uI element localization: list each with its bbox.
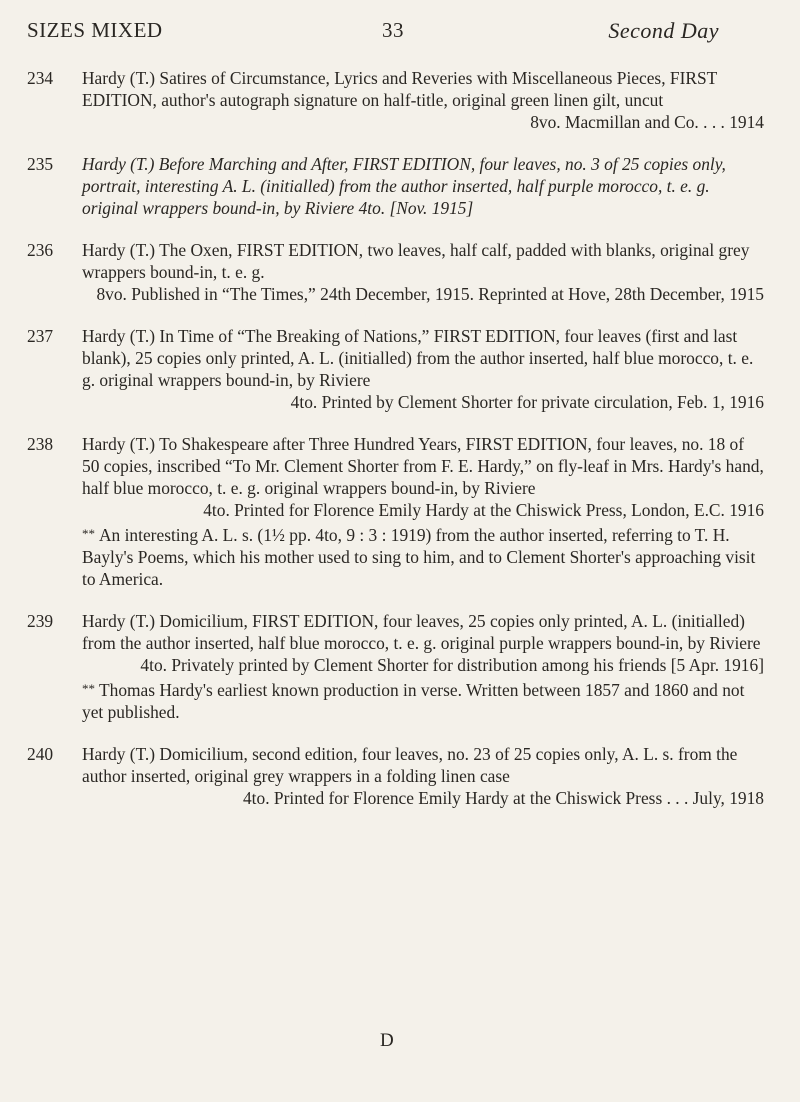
header-right: Second Day — [608, 18, 719, 43]
header-left: SIZES MIXED — [27, 18, 163, 42]
lot-description: Hardy (T.) Domicilium, second edition, four leaves, no. 23 of 25 copies only, A. L. s. from the author inserted, original grey wrappers in a folding linen case — [82, 744, 738, 786]
lot-entry — [27, 325, 764, 413]
lot-imprint: 4to. Printed for Florence Emily Hardy at the Chiswick Press . . . July, 1918 — [242, 788, 764, 808]
lot-description: Hardy (T.) In Time of “The Breaking of Nations,” FIRST EDITION, four leaves (first and last blank), 25 copies only printed, A. L. (initialled) from the author inserted, half blue morocco, t. e. g. original wrappers bound-in, by Riviere — [82, 326, 754, 390]
lot-list — [27, 67, 764, 829]
lot-entry — [27, 67, 764, 133]
lot-note-text: Thomas Hardy's earliest known production in verse. Written between 1857 and 1860 and not yet published. — [82, 680, 745, 722]
lot-description: Hardy (T.) The Oxen, FIRST EDITION, two leaves, half calf, padded with blanks, original grey wrappers bound-in, t. e. g. — [82, 240, 750, 282]
running-header — [27, 18, 764, 48]
lot-description: Hardy (T.) Domicilium, FIRST EDITION, four leaves, 25 copies only printed, A. L. (initialled) from the author inserted, half blue morocco, t. e. g. original purple wrappers bound-in, by Riviere — [82, 611, 761, 653]
note-asterisks: ** — [82, 681, 95, 696]
lot-description: Hardy (T.) Before Marching and After, FIRST EDITION, four leaves, no. 3 of 25 copies only, portrait, interesting A. L. (initialled) from the author inserted, half purple morocco, t. e. g. original wrappers bound-in, by Riviere 4to. [Nov. 1915] — [82, 154, 726, 218]
lot-note — [82, 523, 764, 590]
lot-imprint: 4to. Privately printed by Clement Shorter for distribution among his friends [5 Apr. 1916] — [140, 655, 764, 675]
lot-description: Hardy (T.) Satires of Circumstance, Lyrics and Reveries with Miscellaneous Pieces, FIRST EDITION, author's autograph signature on half-title, original green linen gilt, uncut — [82, 68, 717, 110]
lot-description: Hardy (T.) To Shakespeare after Three Hundred Years, FIRST EDITION, four leaves, no. 18 of 50 copies, inscribed “To Mr. Clement Shorter from F. E. Hardy,” on fly-leaf in Mrs. Hardy's hand, half blue morocco, t. e. g. original wrappers bound-in, by Riviere — [82, 434, 764, 498]
lot-note-text: An interesting A. L. s. (1½ pp. 4to, 9 : 3 : 1919) from the author inserted, referring to T. H. Bayly's Poems, which his mother used to sing to him, and to Clement Shorter's approaching visit to America. — [82, 525, 756, 589]
page-number: 33 — [382, 18, 404, 42]
lot-entry — [27, 239, 764, 305]
lot-imprint: 4to. Printed by Clement Shorter for private circulation, Feb. 1, 1916 — [290, 392, 764, 412]
lot-number: 236 — [27, 240, 54, 260]
lot-entry — [27, 743, 764, 809]
lot-number: 238 — [27, 434, 54, 454]
lot-entry — [27, 433, 764, 590]
lot-entry — [27, 153, 764, 219]
lot-imprint: 8vo. Macmillan and Co. . . . 1914 — [530, 112, 764, 132]
lot-imprint: 4to. Printed for Florence Emily Hardy at the Chiswick Press, London, E.C. 1916 — [203, 500, 764, 520]
signature-mark: D — [380, 1030, 394, 1051]
lot-entry — [27, 610, 764, 723]
lot-number: 235 — [27, 154, 54, 174]
note-asterisks: ** — [82, 526, 95, 541]
lot-note — [82, 678, 764, 723]
lot-number: 237 — [27, 326, 54, 346]
lot-number: 234 — [27, 68, 54, 88]
lot-number: 239 — [27, 611, 54, 631]
lot-number: 240 — [27, 744, 54, 764]
lot-imprint: 8vo. Published in “The Times,” 24th December, 1915. Reprinted at Hove, 28th December, 1915 — [96, 284, 764, 304]
